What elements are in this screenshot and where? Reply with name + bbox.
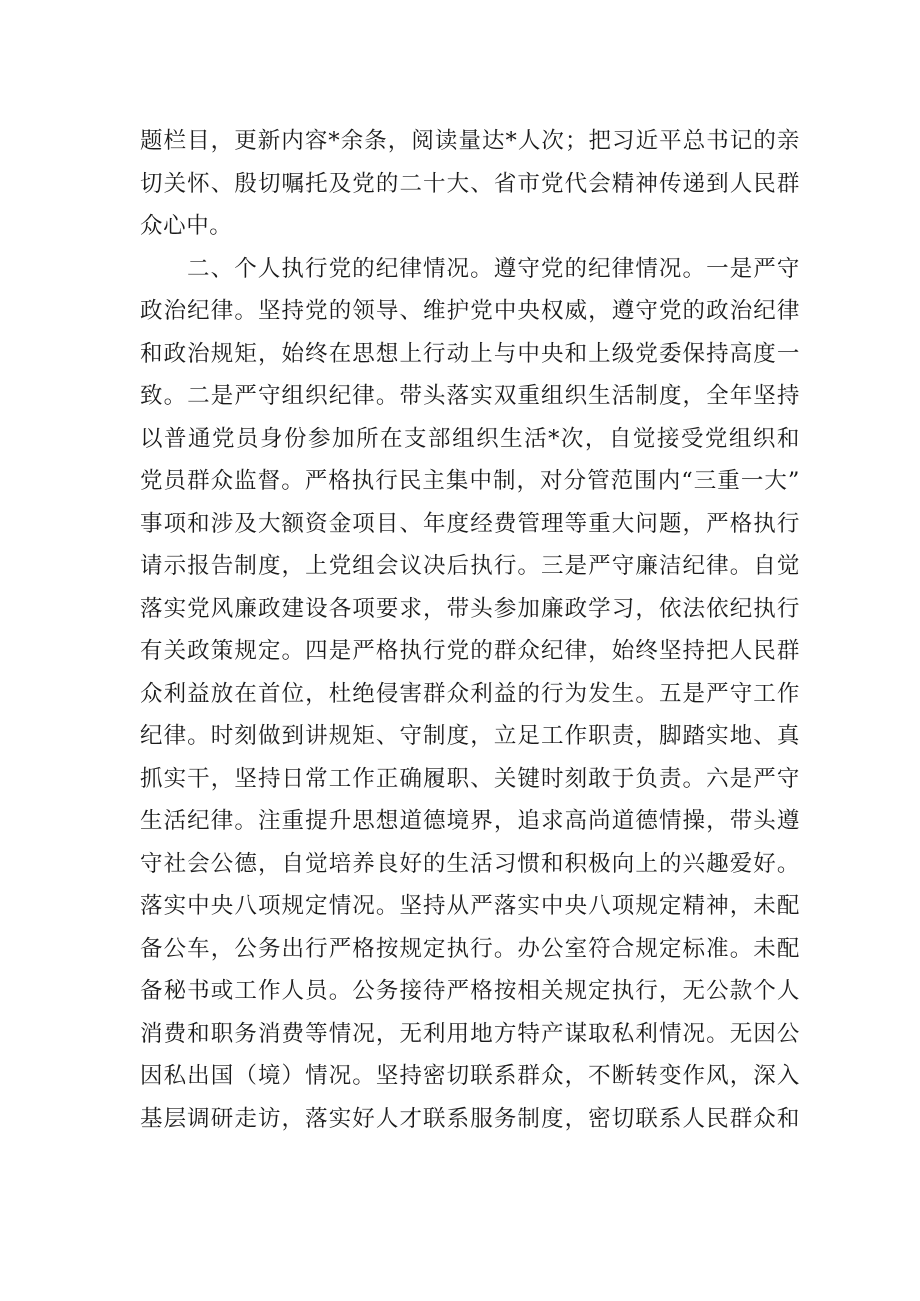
text-line: 抓实干，坚持日常工作正确履职、关键时刻敢于负责。六是严守 (140, 765, 800, 792)
text-line: 备秘书或工作人员。公务接待严格按相关规定执行，无公款个人 (140, 978, 800, 1004)
text-line: 切关怀、殷切嘱托及党的二十大、省市党代会精神传递到人民群 (140, 170, 800, 197)
text-line: 党员群众监督。严格执行民主集中制，对分管范围内“三重一大” (140, 468, 800, 494)
text-line: 消费和职务消费等情况，无利用地方特产谋取私利情况。无因公 (140, 1020, 800, 1047)
text-line: 请示报告制度，上党组会议决后执行。三是严守廉洁纪律。自觉 (140, 553, 800, 579)
text-line: 致。二是严守组织纪律。带头落实双重组织生活制度，全年坚持 (140, 383, 800, 409)
text-line: 因私出国（境）情况。坚持密切联系群众，不断转变作风，深入 (140, 1063, 800, 1089)
text-line: 落实中央八项规定情况。坚持从严落实中央八项规定精神，未配 (140, 893, 800, 919)
text-line: 众利益放在首位，杜绝侵害群众利益的行为发生。五是严守工作 (140, 680, 800, 707)
text-line: 以普通党员身份参加所在支部组织生活*次，自觉接受党组织和 (140, 425, 800, 452)
text-line: 题栏目，更新内容*余条，阅读量达*人次；把习近平总书记的亲 (140, 128, 800, 154)
body-text (140, 120, 800, 1140)
text-line: 纪律。时刻做到讲规矩、守制度，立足工作职责，脚踏实地、真 (140, 723, 800, 749)
section-heading-line: 二、个人执行党的纪律情况。遵守党的纪律情况。一是严守 (187, 255, 800, 282)
text-line: 守社会公德，自觉培养良好的生活习惯和积极向上的兴趣爱好。 (140, 850, 800, 877)
text-line: 众心中。 (140, 213, 233, 239)
text-line: 政治纪律。坚持党的领导、维护党中央权威，遵守党的政治纪律 (140, 298, 800, 324)
text-line: 备公车，公务出行严格按规定执行。办公室符合规定标准。未配 (140, 935, 800, 962)
text-line: 和政治规矩，始终在思想上行动上与中央和上级党委保持高度一 (140, 340, 800, 367)
text-line: 事项和涉及大额资金项目、年度经费管理等重大问题，严格执行 (140, 510, 800, 537)
text-line: 生活纪律。注重提升思想道德境界，追求高尚道德情操，带头遵 (140, 808, 800, 834)
text-line: 落实党风廉政建设各项要求，带头参加廉政学习，依法依纪执行 (140, 595, 800, 622)
text-line: 基层调研走访，落实好人才联系服务制度，密切联系人民群众和 (140, 1105, 800, 1132)
text-line: 有关政策规定。四是严格执行党的群众纪律，始终坚持把人民群 (140, 638, 800, 664)
